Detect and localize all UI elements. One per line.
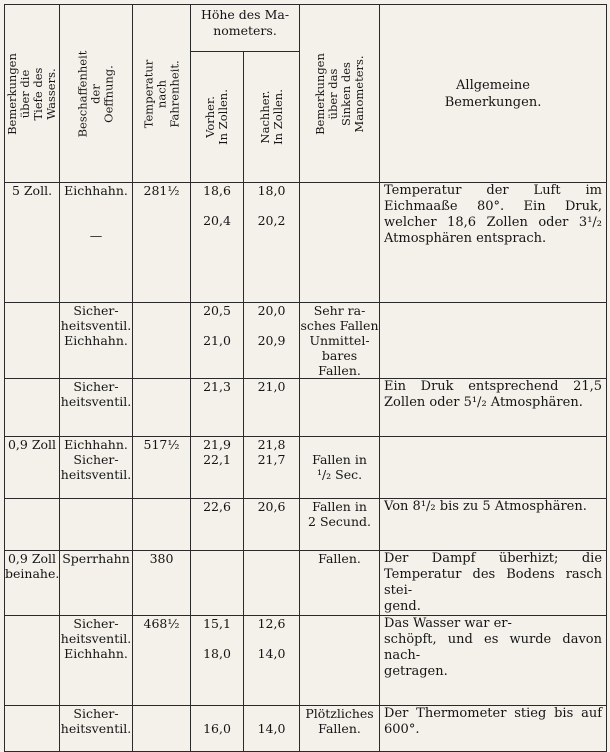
table-row xyxy=(5,183,607,303)
header-after: Nachher. In Zollen. xyxy=(244,52,300,183)
cell-remark: Plötzliches Fallen. xyxy=(300,706,380,752)
cell-remark: Fallen. xyxy=(300,551,380,616)
cell-after: 18,0 20,2 xyxy=(244,183,300,303)
cell-general: Das Wasser war er- schöpft, und es wurde davon nach- getragen. xyxy=(380,616,607,706)
data-table xyxy=(4,4,607,752)
cell-opening: Sicher- heitsventil. xyxy=(60,706,133,752)
cell-general xyxy=(380,303,607,379)
cell-remark: Sehr ra- sches Fallen Unmittel- bares Fallen. xyxy=(300,303,379,378)
cell-remark: Fallen in ¹/₂ Sec. xyxy=(300,437,380,499)
cell-temp xyxy=(133,499,191,551)
cell-remark xyxy=(300,379,380,437)
cell-general: Der Thermometer stieg bis auf 600°. xyxy=(380,706,607,752)
cell-general: Von 8¹/₂ bis zu 5 Atmosphären. xyxy=(380,499,607,551)
cell-depth: 5 Zoll. xyxy=(5,183,60,303)
cell-opening: Sicher- heitsventil. xyxy=(60,379,133,437)
cell-after: 20,0 20,9 xyxy=(244,303,300,379)
table-row xyxy=(5,551,607,616)
cell-general xyxy=(380,437,607,499)
cell-after: 12,6 14,0 xyxy=(244,616,300,706)
cell-depth: 0,9 Zoll beinahe. xyxy=(5,551,60,616)
header-remarks-sinking: Bemerkungen über das Sinken des Manometers. xyxy=(300,5,380,183)
cell-temp: 281½ xyxy=(133,183,191,303)
header-manometer: Höhe des Ma- nometers. xyxy=(191,5,300,52)
cell-depth xyxy=(5,303,60,379)
cell-general: Der Dampf überhizt; die Temperatur des Bodens rasch stei- gend. xyxy=(380,551,607,616)
cell-before: 16,0 xyxy=(191,706,244,752)
cell-after: 21,0 xyxy=(244,379,300,437)
table-row xyxy=(5,706,607,752)
cell-after xyxy=(244,551,300,616)
cell-after: 20,6 xyxy=(244,499,300,551)
cell-remark xyxy=(300,183,380,303)
cell-temp xyxy=(133,303,191,379)
cell-opening: Sperrhahn xyxy=(60,551,133,616)
cell-general: Temperatur der Luft im Eichmaaße 80°. Ein Druk, welcher 18,6 Zollen oder 3¹/₂ Atmosphären entsprach. xyxy=(380,183,607,303)
cell-opening: Sicher- heitsventil. Eichhahn. xyxy=(60,303,133,379)
cell-depth xyxy=(5,616,60,706)
cell-after: 14,0 xyxy=(244,706,300,752)
cell-temp xyxy=(133,706,191,752)
table-row xyxy=(5,616,607,706)
cell-temp: 380 xyxy=(133,551,191,616)
cell-opening xyxy=(60,499,133,551)
table-row xyxy=(5,437,607,499)
table-row xyxy=(5,303,607,379)
table-row xyxy=(5,499,607,551)
cell-remark: Fallen in 2 Secund. xyxy=(300,499,380,551)
cell-before: 18,6 20,4 xyxy=(191,183,244,303)
cell-general: Ein Druk entsprechend 21,5 Zollen oder 5¹/₂ Atmosphären. xyxy=(380,379,607,437)
header-before: Vorher. In Zollen. xyxy=(191,52,244,183)
cell-remark xyxy=(300,616,380,706)
cell-opening: Eichhahn. — xyxy=(60,183,133,303)
header-depth: Bemerkungen über die Tiefe des Wassers. xyxy=(5,5,60,183)
cell-depth xyxy=(5,379,60,437)
cell-before: 20,5 21,0 xyxy=(191,303,244,379)
cell-depth xyxy=(5,499,60,551)
cell-before: 21,9 22,1 xyxy=(191,437,244,499)
cell-after: 21,8 21,7 xyxy=(244,437,300,499)
cell-before xyxy=(191,551,244,616)
cell-temp xyxy=(133,379,191,437)
cell-temp: 517½ xyxy=(133,437,191,499)
header-opening: Beschaffenheit der Oeffnung. xyxy=(60,5,133,183)
header-general-remarks: Allgemeine Bemerkungen. xyxy=(380,5,607,183)
cell-before: 15,1 18,0 xyxy=(191,616,244,706)
cell-temp: 468½ xyxy=(133,616,191,706)
cell-before: 21,3 xyxy=(191,379,244,437)
cell-opening: Sicher- heitsventil. Eichhahn. xyxy=(60,616,133,706)
table-row xyxy=(5,379,607,437)
cell-depth: 0,9 Zoll xyxy=(5,437,60,499)
header-temperature: Temperatur nach Fahrenheit. xyxy=(133,5,191,183)
cell-before: 22,6 xyxy=(191,499,244,551)
cell-depth xyxy=(5,706,60,752)
cell-opening: Eichhahn. Sicher- heitsventil. xyxy=(60,437,133,499)
